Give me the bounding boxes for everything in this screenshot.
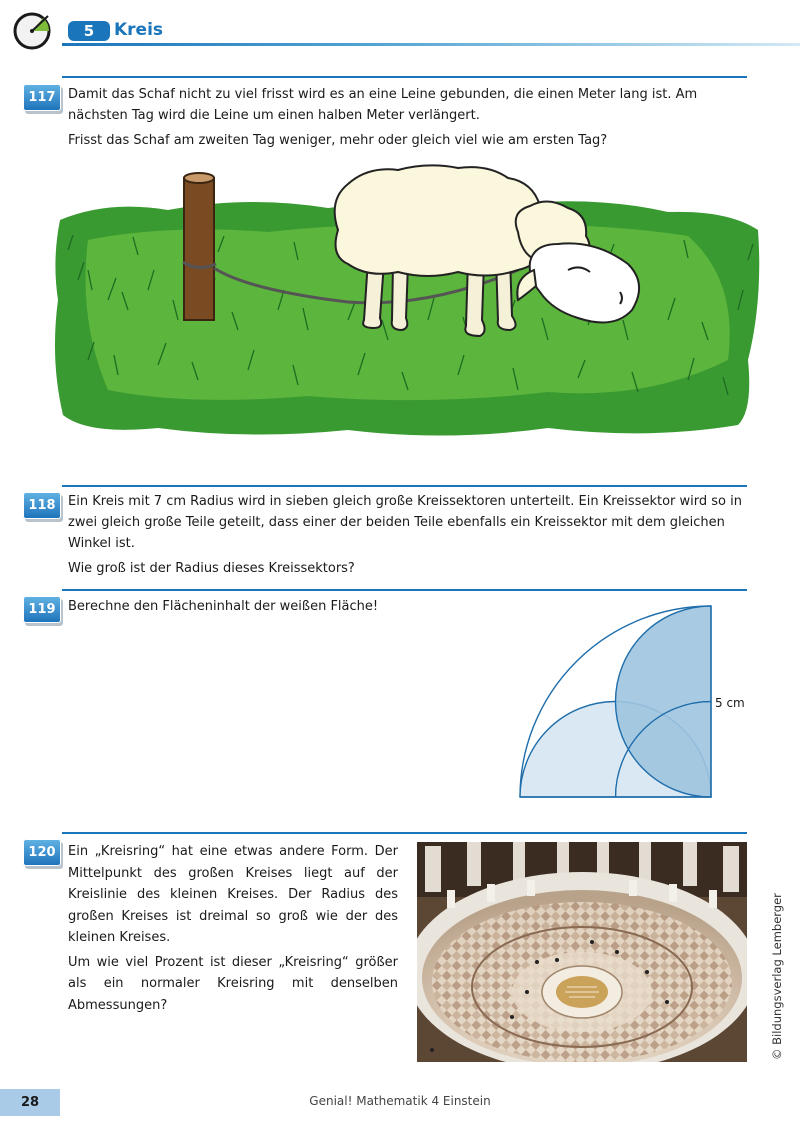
rotunda-photo bbox=[417, 842, 747, 1062]
sheep-grazing-illustration bbox=[48, 160, 770, 445]
chapter-title: Kreis bbox=[114, 20, 164, 40]
task-117-paragraph-2: Frisst das Schaf am zweiten Tag weniger, mehr oder gleich viel wie am ersten Tag? bbox=[68, 133, 608, 148]
task-119-rule bbox=[62, 589, 747, 591]
task-118-paragraph-2: Wie groß ist der Radius dieses Kreissektors? bbox=[68, 561, 355, 576]
task-117-paragraph-1: Damit das Schaf nicht zu viel frisst wird es an eine Leine gebunden, die einen Meter lang ist. Am nächsten Tag wird die Leine um einen halben Meter verlängert. bbox=[68, 87, 698, 123]
chapter-logo-icon bbox=[12, 11, 52, 51]
dimension-label: 5 cm bbox=[715, 696, 745, 710]
task-120-rule bbox=[62, 832, 747, 834]
page-number: 28 bbox=[20, 1095, 40, 1110]
task-117-text bbox=[68, 84, 750, 151]
task-120-paragraph-2: Um wie viel Prozent ist dieser „Kreisring“ größer als ein normaler Kreisring mit denselben Abmessungen? bbox=[68, 954, 398, 1013]
task-119-number: 119 bbox=[23, 596, 61, 623]
task-118-paragraph-1: Ein Kreis mit 7 cm Radius wird in sieben gleich große Kreissektoren unterteilt. Ein Kreissektor wird so in zwei gleich große Teile geteilt, dass einer der beiden Teile ebenfalls ein Kreissektor mit dem gleichen Winkel ist. bbox=[68, 494, 742, 551]
task-118-text bbox=[68, 491, 750, 579]
chapter-number: 5 bbox=[68, 21, 110, 41]
header-rule bbox=[62, 43, 800, 46]
geometry-figure bbox=[515, 600, 717, 802]
task-117-rule bbox=[62, 76, 747, 78]
task-118-rule bbox=[62, 485, 747, 487]
task-118-number: 118 bbox=[23, 492, 61, 519]
task-117-number: 117 bbox=[23, 84, 61, 111]
task-120-number: 120 bbox=[23, 839, 61, 866]
task-120-text bbox=[68, 841, 398, 1016]
copyright-notice: © Bildungsverlag Lemberger bbox=[770, 893, 784, 1060]
task-119-paragraph-1: Berechne den Flächeninhalt der weißen Fläche! bbox=[68, 599, 379, 614]
task-120-paragraph-1: Ein „Kreisring“ hat eine etwas andere Form. Der Mittelpunkt des großen Kreises liegt auf der Kreislinie des kleinen Kreises. Der Radius des großen Kreises ist dreimal so groß wie der des kleinen Kreises. bbox=[68, 844, 398, 945]
book-title: Genial! Mathematik 4 Einstein bbox=[309, 1094, 491, 1108]
